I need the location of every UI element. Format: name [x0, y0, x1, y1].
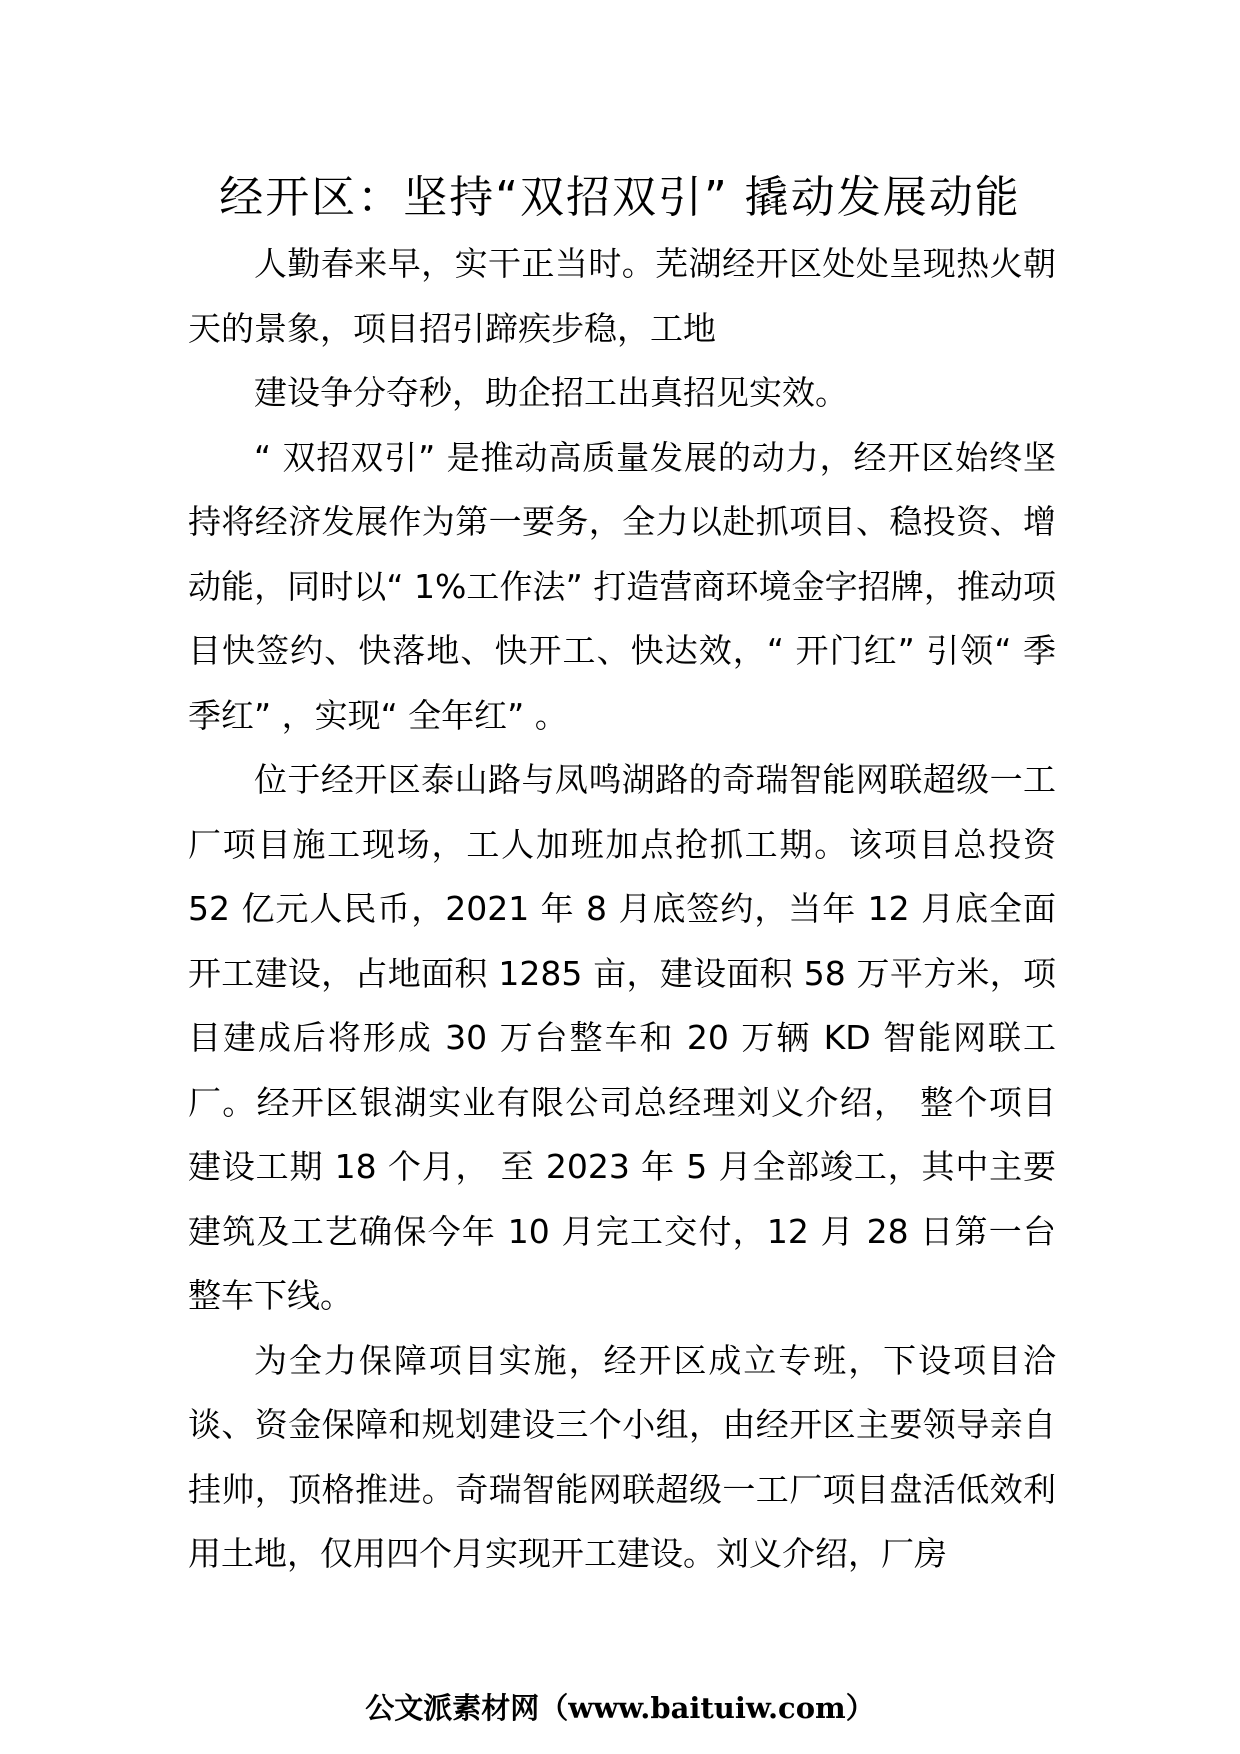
paragraph-2: 建设争分夺秒，助企招工出真招见实效。 — [254, 373, 848, 412]
paragraph-1: 人勤春来早，实干正当时。芜湖经开区处处呈现热火朝天的景象，项目招引蹄疾步稳，工地 — [188, 244, 1056, 348]
paragraph-5: 为全力保障项目实施，经开区成立专班，下设项目洽谈、资金保障和规划建设三个小组，由经开区主要领导亲自挂帅，顶格推进。奇瑞智能网联超级一工厂项目盘活低效利用土地，仅用四个月实现开工建设。刘义介绍，厂房 — [188, 1340, 1056, 1573]
document-body — [188, 232, 1056, 1587]
paragraph-4: 位于经开区泰山路与凤鸣湖路的奇瑞智能网联超级一工厂项目施工现场，工人加班加点抢抓工期。该项目总投资 52 亿元人民币，2021 年 8 月底签约，当年 12 月底全面开工建设，占地面积 1285 亩，建设面积 58 万平方米，项目建成后将形成 30 万台整车和 20 万辆 KD 智能网联工厂。经开区银湖实业有限公司总经理刘义介绍， 整个项目建设工期 18 个月， 至 2023 年 5 月全部竣工，其中主要建筑及工艺确保今年 10 月完工交付，12 月 28 日第一台整车下线。 — [188, 760, 1056, 1315]
footer-watermark: 公文派素材网（www.baituiw.com） — [365, 1691, 875, 1725]
document-title: 经开区：坚持“双招双引” 撬动发展动能 — [219, 172, 1021, 223]
paragraph-3: “ 双招双引” 是推动高质量发展的动力，经开区始终坚持将经济发展作为第一要务，全力以赴抓项目、稳投资、增动能，同时以“ 1%工作法” 打造营商环境金字招牌，推动项目快签约、快落地、快开工、快达效，“ 开门红” 引领“ 季季红” ，实现“ 全年红” 。 — [188, 437, 1056, 735]
